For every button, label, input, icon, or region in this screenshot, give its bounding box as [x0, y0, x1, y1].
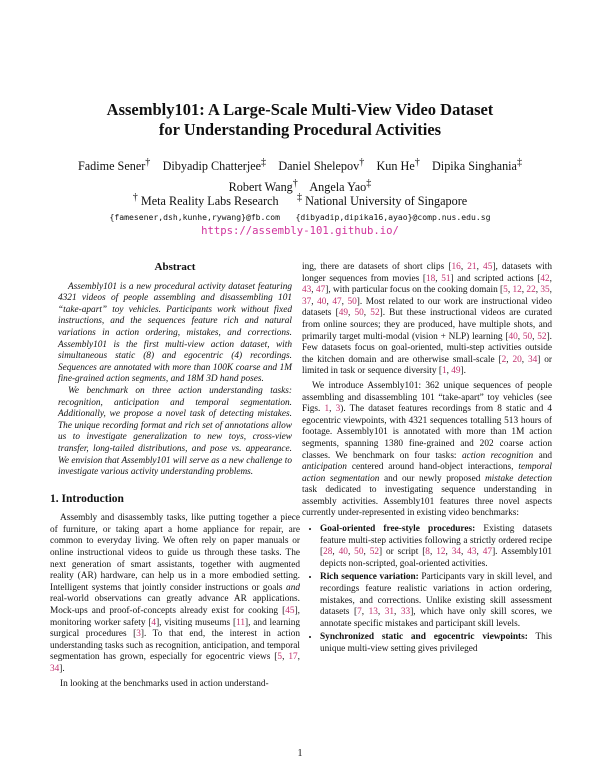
title-line-2: for Understanding Procedural Activities	[158, 120, 442, 139]
right-paragraph-2: We introduce Assembly101: 362 unique sequences of people assembling and disassembling 101 “take-apart” toy vehicles (see Figs. 1, 3). The dataset features recordings from 8 static and 4 egocentric viewpoints, with 4321 sequences totalling 513 hours of footage. Assembly101 is annotated with more than 1M action segments, spanning 1380 fine-grained and 202 coarse action classes. We benchmark on four tasks: action recognition and anticipation centered around hand-object interactions, temporal action segmentation and our newly proposed mistake detection task dedicated to investigating sequence understanding in assembly activities. Assembly101 features three novel aspects currently under-represented in existing video benchmarks:	[302, 380, 553, 519]
citation-link[interactable]: 52	[537, 331, 547, 342]
abstract-paragraph-2: We benchmark on three action understanding tasks: recognition, anticipation and temporal segmentation. Additionally, we propose a novel task of detecting mistakes. The unique recording format and rich set of annotations allow us to investigate generalization to new toys, cross-view transfer, long-tailed distributions, and pose vs. appearance. We envision that Assembly101 will serve as a new challenge to investigate various activity understanding problems.	[58, 385, 292, 478]
citation-link[interactable]: 50	[354, 308, 364, 319]
author-name: Dibyadip Chatterjee	[162, 159, 262, 174]
project-url-link[interactable]: https://assembly-101.github.io/	[201, 225, 399, 237]
right-paragraph-1: ing, there are datasets of short clips [16, 21, 45], datasets with longer sequences from movies [18, 51] and scripted actions [42, 43, 47], with particular focus on the cooking domain [5, 12, 22, 35, 37, 40, 47, 50]. Most related to our work are instructional video datasets [49, 50, 52]. But these instructional videos are curated from online sources; they are produced, have multiple shots, and primarily target multi-modal (vision + NLP) learning [40, 50, 52]. Few datasets focus on goal-oriented, multi-step activities outside the kitchen domain and are otherwise small-scale [2, 20, 34] or limited in task or sequence diversity [1, 49].	[302, 262, 552, 377]
citation-link[interactable]: 43	[302, 285, 312, 296]
citation-link[interactable]: 37	[302, 296, 312, 307]
author-name: Robert Wang	[228, 180, 293, 195]
citation-link[interactable]: 31	[384, 607, 395, 618]
citation-link[interactable]: 50	[522, 331, 533, 342]
citation-link[interactable]: 12	[436, 547, 446, 558]
citation-link[interactable]: 45	[483, 262, 493, 272]
list-item: • Synchronized static and egocentric viewpoints: This unique multi-view setting gives privileged	[320, 632, 552, 655]
author-line-2: Robert Wang† Angela Yao‡	[228, 178, 372, 195]
citation-link[interactable]: 47	[482, 547, 493, 558]
citation-link[interactable]: 47	[332, 296, 342, 307]
author-name: Dipika Singhania	[432, 159, 517, 174]
figure-link[interactable]: 3	[335, 404, 341, 415]
author-list	[0, 154, 600, 196]
citation-link[interactable]: 45	[285, 606, 295, 617]
citation-link[interactable]: 35	[540, 285, 550, 296]
email-addresses	[0, 212, 600, 222]
affiliation-meta: Meta Reality Labs Research	[140, 194, 279, 209]
citation-link[interactable]: 34	[527, 354, 538, 365]
citation-link[interactable]: 50	[347, 296, 357, 307]
affiliation-nus: National University of Singapore	[305, 194, 468, 209]
list-item: • Goal-oriented free-style procedures: Existing datasets feature multi-step activities following a strictly ordered recipe [28, 40, 50, 52] or script [8, 12, 34, 43, 47]. Assembly101 depicts non-scripted, goal-oriented activities.	[320, 524, 552, 570]
citation-link[interactable]: 50	[354, 547, 364, 558]
affiliations: † Meta Reality Labs Research ‡ National University of Singapore	[132, 192, 468, 209]
author-name: Daniel Shelepov	[278, 159, 360, 174]
author-name: Angela Yao	[309, 180, 367, 195]
intro-paragraph-1: Assembly and disassembly tasks, like putting together a piece of furniture, or taking apart a home appliance for repair, are common to everyday living. We often rely on paper manuals or online instructional videos to guide us through these tasks. The next generation of smart assistants, together with augmented reality (AR) hardware, can help us in a more embodied setting. Intelligent systems that jointly consider instructions or goals and real-world observations can greatly advance AR applications. Mock-ups and proof-of-concepts already exist for cooking [45], monitoring worker safety [4], visiting museums [11], and learning surgical procedures [3]. To that end, the interest in action understanding tasks such as recognition, anticipation, and temporal segmentation has grown, especially for egocentric views [5, 17, 34].	[50, 513, 300, 674]
citation-link[interactable]: 12	[512, 285, 522, 296]
citation-link[interactable]: 17	[288, 652, 298, 663]
citation-link[interactable]: 13	[368, 607, 378, 618]
citation-link[interactable]: 33	[400, 607, 411, 618]
section-heading-introduction: 1. Introduction	[50, 492, 124, 505]
abstract-body	[50, 282, 300, 479]
author-name: Kun He	[376, 159, 415, 174]
citation-link[interactable]: 52	[370, 308, 380, 319]
page-number: 1	[297, 748, 303, 759]
abstract-heading: Abstract	[154, 261, 196, 273]
citation-link[interactable]: 5	[277, 652, 283, 663]
email-nus: {dibyadip,dipika16,ayao}@comp.nus.edu.sg	[295, 212, 491, 222]
citation-link[interactable]: 7	[357, 607, 362, 618]
citation-link[interactable]: 52	[369, 547, 379, 558]
list-item: • Rich sequence variation: Participants vary in skill level, and recordings feature realistic variations in action ordering, mistakes, and corrections. Unlike existing skill assessment datasets [7, 13, 31, 33], which have only skill scores, we annotate specific mistakes and participant skill levels.	[320, 572, 552, 630]
citation-link[interactable]: 43	[467, 547, 477, 558]
author-name: Fadime Sener	[77, 159, 146, 174]
author-line-1: Fadime Sener† Dibyadip Chatterjee‡ Daniel Shelepov† Kun He† Dipika Singhania‡	[77, 157, 523, 174]
citation-link[interactable]: 22	[526, 285, 536, 296]
feature-list	[302, 524, 552, 656]
citation-link[interactable]: 2	[501, 354, 507, 365]
figure-link[interactable]: 1	[324, 404, 330, 415]
citation-link[interactable]: 49	[338, 308, 348, 319]
citation-link[interactable]: 18	[425, 273, 436, 284]
citation-link[interactable]: 21	[467, 262, 477, 272]
citation-link[interactable]: 34	[451, 547, 462, 558]
citation-link[interactable]: 5	[503, 285, 508, 296]
citation-link[interactable]: 20	[512, 354, 522, 365]
citation-link[interactable]: 40	[338, 547, 348, 558]
citation-link[interactable]: 3	[136, 629, 141, 640]
citation-link[interactable]: 8	[425, 547, 430, 558]
title-line-1: Assembly101: A Large-Scale Multi-View Video Dataset	[106, 100, 494, 119]
right-column	[302, 262, 552, 658]
left-column	[50, 262, 300, 690]
citation-link[interactable]: 34	[50, 664, 60, 674]
email-meta: {famesener,dsh,kunhe,rywang}@fb.com	[109, 212, 281, 222]
citation-link[interactable]: 1	[441, 366, 447, 377]
citation-link[interactable]: 49	[451, 366, 461, 377]
citation-link[interactable]: 11	[236, 617, 246, 628]
intro-paragraph-2: In looking at the benchmarks used in action understand-	[60, 678, 269, 689]
citation-link[interactable]: 4	[151, 617, 157, 628]
citation-link[interactable]: 47	[315, 285, 326, 296]
citation-link[interactable]: 42	[540, 273, 550, 284]
citation-link[interactable]: 40	[317, 296, 327, 307]
paper-title	[0, 100, 600, 140]
citation-link[interactable]: 16	[451, 262, 461, 272]
citation-link[interactable]: 28	[323, 547, 333, 558]
citation-link[interactable]: 51	[441, 273, 451, 284]
citation-link[interactable]: 40	[508, 331, 518, 342]
abstract-paragraph-1: Assembly101 is a new procedural activity dataset featuring 4321 videos of people assembling and disassembling 101 “take-apart” toy vehicles. Participants work without fixed instructions, and the sequences feature rich and natural variations in action ordering, mistakes, and corrections. Assembly101 is the first multi-view action dataset, with simultaneous static (8) and egocentric (4) recordings. Sequences are annotated with more than 100K coarse and 1M fine-grained action segments, and 18M 3D hand poses.	[58, 281, 292, 385]
